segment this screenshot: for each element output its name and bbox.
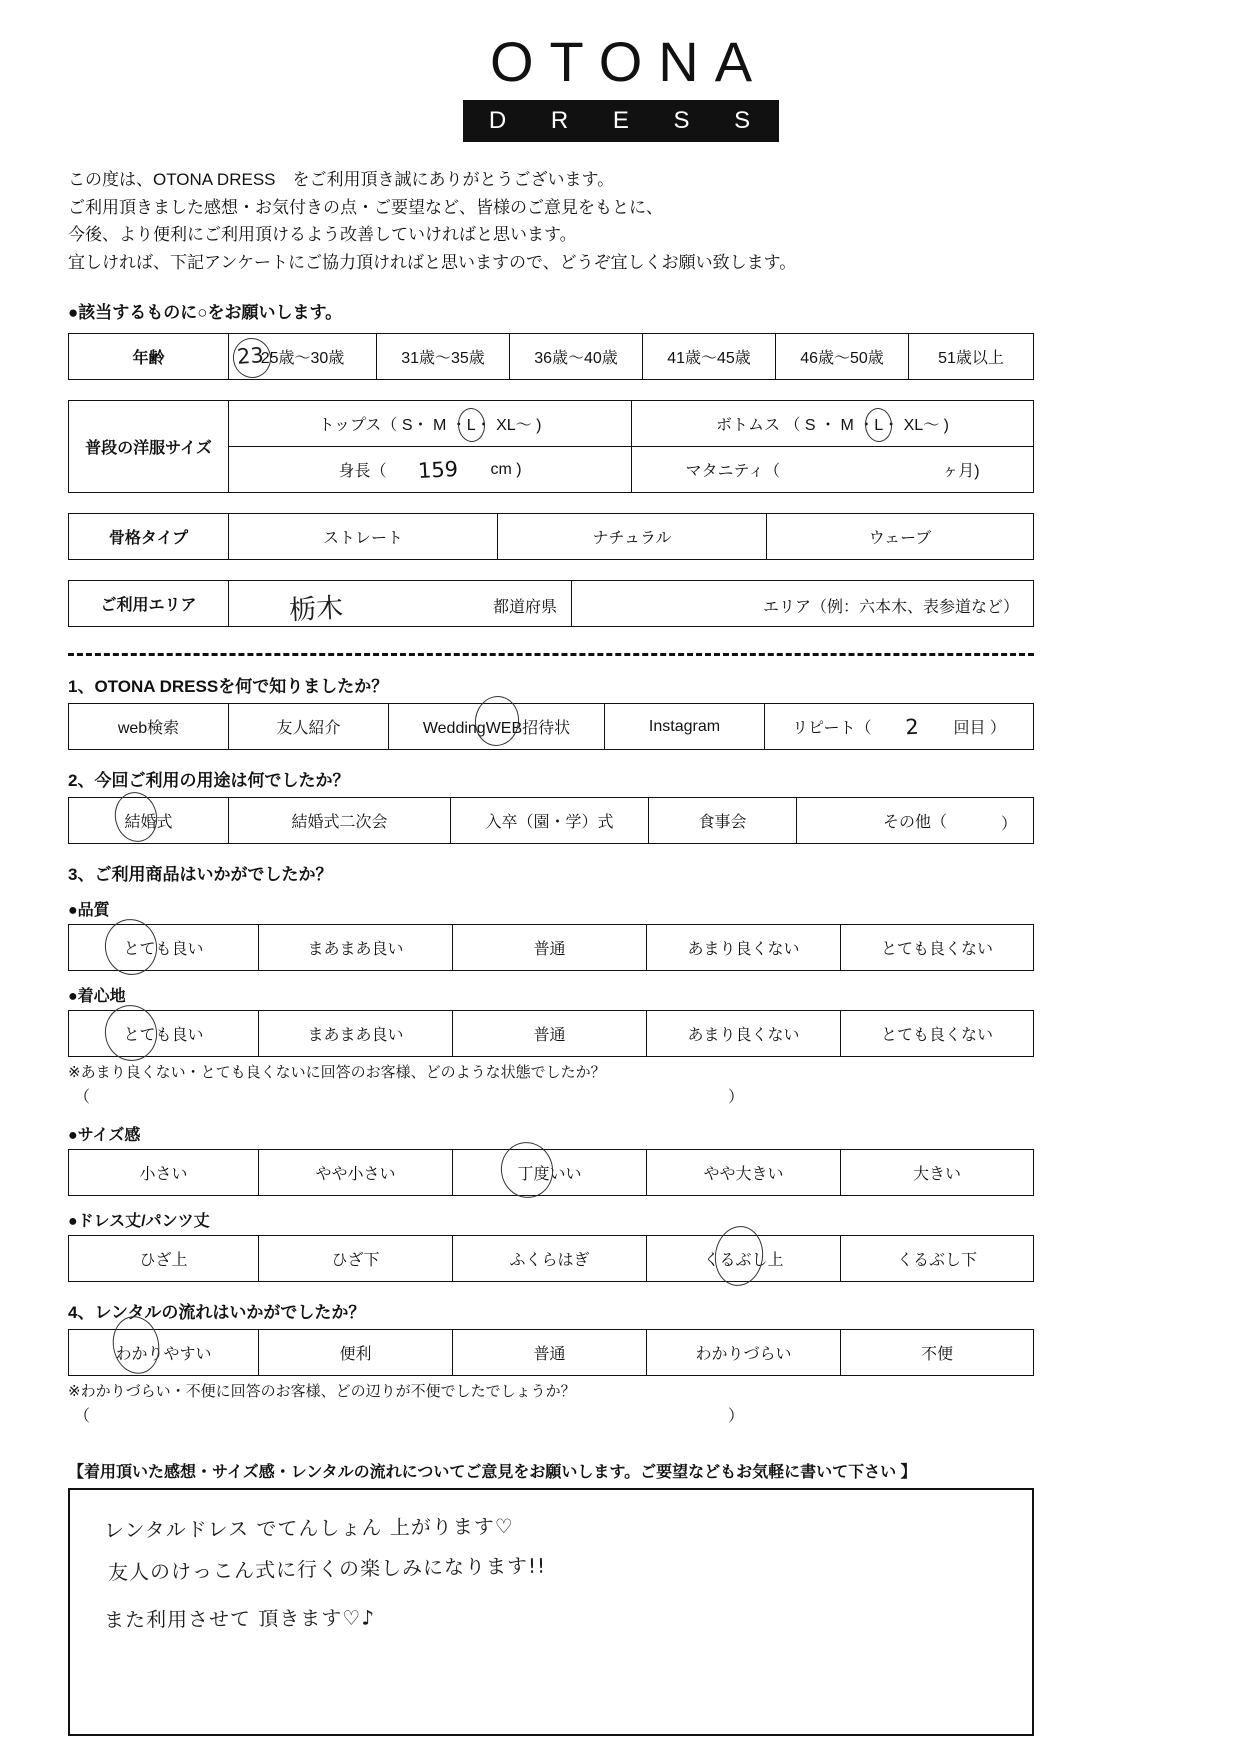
q4-option-2[interactable]: 普通 (453, 1330, 647, 1376)
q2-title: 2、今回ご利用の用途は何でしたか？ (68, 771, 350, 791)
age-handwritten-value: 23 (236, 343, 265, 370)
tops-suffix: ・ XL～ ) (475, 417, 542, 435)
height-value: 159 (417, 456, 460, 483)
q3-comfort-label: ●着心地 (68, 988, 126, 1006)
section-divider (68, 653, 1034, 656)
age-option-3[interactable]: 41歳～45歳 (643, 334, 776, 380)
age-option-5[interactable]: 51歳以上 (909, 334, 1034, 380)
q4-note-field[interactable] (68, 1403, 1034, 1429)
q1-repeat-cell[interactable] (765, 704, 1034, 750)
table-row (69, 514, 1034, 560)
intro-line-2: ご利用頂きました感想・お気付きの点・ご要望など、皆様のご意見をもとに、 (68, 197, 663, 217)
age-option-2[interactable]: 36歳～40歳 (510, 334, 643, 380)
q3-comfort-option-2[interactable]: 普通 (453, 1011, 647, 1057)
free-comment-line-2: 友人のけっこん式に行くの楽しみになります!! (107, 1553, 547, 1585)
intro-paragraph (68, 166, 1242, 276)
prefecture-cell[interactable] (229, 581, 572, 627)
q1-repeat-label-right: 回目 ） (953, 720, 1006, 738)
height-label: 身長（ (338, 463, 387, 481)
q3-comfort-option-1[interactable]: まあまあ良い (259, 1011, 453, 1057)
q3-quality-option-2[interactable]: 普通 (453, 925, 647, 971)
q2-option-2[interactable]: 入卒（園・学）式 (451, 798, 649, 844)
brand-name: OTONA (489, 30, 769, 93)
prefecture-value: 栃木 (288, 592, 344, 627)
q1-option-0[interactable]: web検索 (69, 704, 229, 750)
area-hint: エリア（例：六本木、表参道など） (762, 599, 1019, 617)
age-option-1[interactable]: 31歳～35歳 (377, 334, 510, 380)
frame-type-option-1[interactable]: ナチュラル (498, 514, 767, 560)
area-label: ご利用エリア (69, 581, 229, 627)
frame-type-option-2[interactable]: ウェーブ (767, 514, 1034, 560)
q4-table (68, 1329, 1034, 1376)
free-comment-line-1: レンタルドレス でてんしょん 上がります♡ (103, 1514, 514, 1543)
area-detail-cell[interactable] (572, 581, 1034, 627)
q3-quality-table (68, 924, 1034, 971)
intro-line-1: この度は、OTONA DRESS をご利用頂き誠にありがとうございます。 (68, 170, 615, 189)
q3-size-table (68, 1149, 1034, 1196)
q1-option-3[interactable]: Instagram (605, 704, 765, 750)
q4-option-0[interactable] (69, 1330, 259, 1376)
q3-comfort-option-0-label: とても良い (123, 1027, 204, 1045)
brand-subtitle: D R E S S (463, 100, 779, 142)
age-table (68, 333, 1034, 380)
maternity-value (786, 466, 936, 474)
tops-selected-size: L (466, 417, 476, 435)
table-row (69, 1011, 1034, 1057)
q3-length-option-2[interactable]: ふくらはぎ (453, 1236, 647, 1282)
q3-comfort-note-open: （ (74, 1089, 91, 1107)
maternity-label: マタニティ（ (685, 463, 781, 481)
q4-option-4[interactable]: 不便 (841, 1330, 1034, 1376)
q3-size-option-2[interactable] (453, 1150, 647, 1196)
q4-option-0-label: わかりやすい (115, 1346, 212, 1364)
age-option-4[interactable]: 46歳～50歳 (776, 334, 909, 380)
bottoms-size-cell[interactable] (632, 401, 1034, 447)
table-row (69, 401, 1034, 447)
q2-table (68, 797, 1034, 844)
q1-option-2-label: WeddingWEB招待状 (422, 720, 571, 738)
q3-quality-option-3[interactable]: あまり良くない (647, 925, 841, 971)
table-row (69, 581, 1034, 627)
q4-option-3[interactable]: わかりづらい (647, 1330, 841, 1376)
q3-length-option-1[interactable]: ひざ下 (259, 1236, 453, 1282)
q3-length-option-3-label: くるぶし上 (703, 1252, 784, 1270)
tops-size-cell[interactable] (229, 401, 632, 447)
q4-note-close: ） (728, 1408, 745, 1426)
q3-title: 3、ご利用商品はいかがでしたか？ (68, 865, 333, 885)
free-comment-box[interactable] (68, 1488, 1034, 1736)
free-comment-heading: 【着用頂いた感想・サイズ感・レンタルの流れについてご意見をお願いします。ご要望などもお気軽に書いて下さい 】 (68, 1464, 917, 1482)
table-row (69, 925, 1034, 971)
q3-length-label: ●ドレス丈/パンツ丈 (68, 1213, 210, 1231)
table-row (69, 1236, 1034, 1282)
q3-comfort-note-close: ） (728, 1089, 745, 1107)
frame-type-table (68, 513, 1034, 560)
free-comment-text (104, 1508, 546, 1639)
q2-other-close: ） (1000, 816, 1017, 834)
q2-other-label: その他（ (882, 814, 947, 832)
clothing-size-label: 普段の洋服サイズ (69, 401, 229, 493)
q3-size-option-3[interactable]: やや大きい (647, 1150, 841, 1196)
q3-comfort-note: ※あまり良くない・とても良くないに回答のお客様、どのような状態でしたか？ (68, 1064, 606, 1082)
q3-size-option-4[interactable]: 大きい (841, 1150, 1034, 1196)
q3-size-label: ●サイズ感 (68, 1127, 141, 1145)
q1-repeat-value: 2 (905, 714, 920, 739)
q3-comfort-option-4[interactable]: とても良くない (841, 1011, 1034, 1057)
q4-note-open: （ (74, 1408, 91, 1426)
q3-size-option-2-label: 丁度いい (517, 1166, 582, 1184)
q3-comfort-option-0[interactable] (69, 1011, 259, 1057)
q3-comfort-option-3[interactable]: あまり良くない (647, 1011, 841, 1057)
table-row (69, 1150, 1034, 1196)
q3-length-option-3[interactable] (647, 1236, 841, 1282)
brand-logo (0, 0, 1242, 142)
circle-instruction: ●該当するものに○をお願いします。 (68, 303, 343, 323)
q3-quality-option-1[interactable]: まあまあ良い (259, 925, 453, 971)
table-row (69, 704, 1034, 750)
tops-prefix: トップス（ S・ M ・ (318, 417, 467, 435)
age-option-0-label: 25歳～30歳 (260, 350, 345, 368)
prefecture-suffix: 都道府県 (492, 599, 557, 617)
area-table (68, 580, 1034, 627)
q3-quality-option-0[interactable] (69, 925, 259, 971)
age-label: 年齢 (69, 334, 229, 380)
bottoms-prefix: ボトムス （ S ・ M ・ (716, 417, 875, 435)
q2-other-cell[interactable] (797, 798, 1034, 844)
q2-option-0[interactable] (69, 798, 229, 844)
table-row (69, 1330, 1034, 1376)
q2-option-0-label: 結婚式 (124, 814, 173, 832)
q3-quality-option-0-label: とても良い (123, 941, 204, 959)
q1-option-1[interactable]: 友人紹介 (229, 704, 389, 750)
height-unit: cm ) (490, 460, 522, 478)
intro-line-3: 今後、より便利にご利用頂けるよう改善していければと思います。 (68, 225, 577, 245)
q1-repeat-label-left: リピート（ (792, 720, 872, 738)
q1-table (68, 703, 1034, 750)
q3-quality-label: ●品質 (68, 902, 110, 920)
maternity-unit: ヶ月) (942, 463, 980, 481)
q2-option-1[interactable]: 結婚式二次会 (229, 798, 451, 844)
q3-length-option-4[interactable]: くるぶし下 (841, 1236, 1034, 1282)
bottoms-selected-size: L (874, 417, 884, 435)
frame-type-label: 骨格タイプ (69, 514, 229, 560)
q3-size-option-0[interactable]: 小さい (69, 1150, 259, 1196)
q1-title: 1、OTONA DRESSを何で知りましたか？ (68, 677, 389, 697)
q2-option-3[interactable]: 食事会 (649, 798, 797, 844)
q3-length-table (68, 1235, 1034, 1282)
clothing-size-table (68, 400, 1034, 493)
q4-title: 4、レンタルの流れはいかがでしたか？ (68, 1303, 366, 1323)
maternity-cell[interactable] (632, 447, 1034, 493)
q1-option-2[interactable] (389, 704, 605, 750)
q3-size-option-1[interactable]: やや小さい (259, 1150, 453, 1196)
free-comment-line-3: また利用させて 頂きます♡♪ (103, 1605, 376, 1633)
q3-quality-option-4[interactable]: とても良くない (841, 925, 1034, 971)
q3-comfort-table (68, 1010, 1034, 1057)
age-option-0[interactable] (229, 334, 377, 380)
q4-option-1[interactable]: 便利 (259, 1330, 453, 1376)
table-row (69, 798, 1034, 844)
bottoms-suffix: ・ XL～ ) (883, 417, 949, 435)
table-row (69, 334, 1034, 380)
q3-comfort-note-field[interactable] (68, 1084, 1034, 1110)
q3-length-option-0[interactable]: ひざ上 (69, 1236, 259, 1282)
frame-type-option-0[interactable]: ストレート (229, 514, 498, 560)
height-cell[interactable] (229, 447, 632, 493)
intro-line-4: 宜しければ、下記アンケートにご協力頂ければと思いますので、どうぞ宜しくお願い致します。 (68, 252, 797, 272)
q4-note: ※わかりづらい・不便に回答のお客様、どの辺りが不便でしたでしょうか？ (68, 1383, 576, 1401)
